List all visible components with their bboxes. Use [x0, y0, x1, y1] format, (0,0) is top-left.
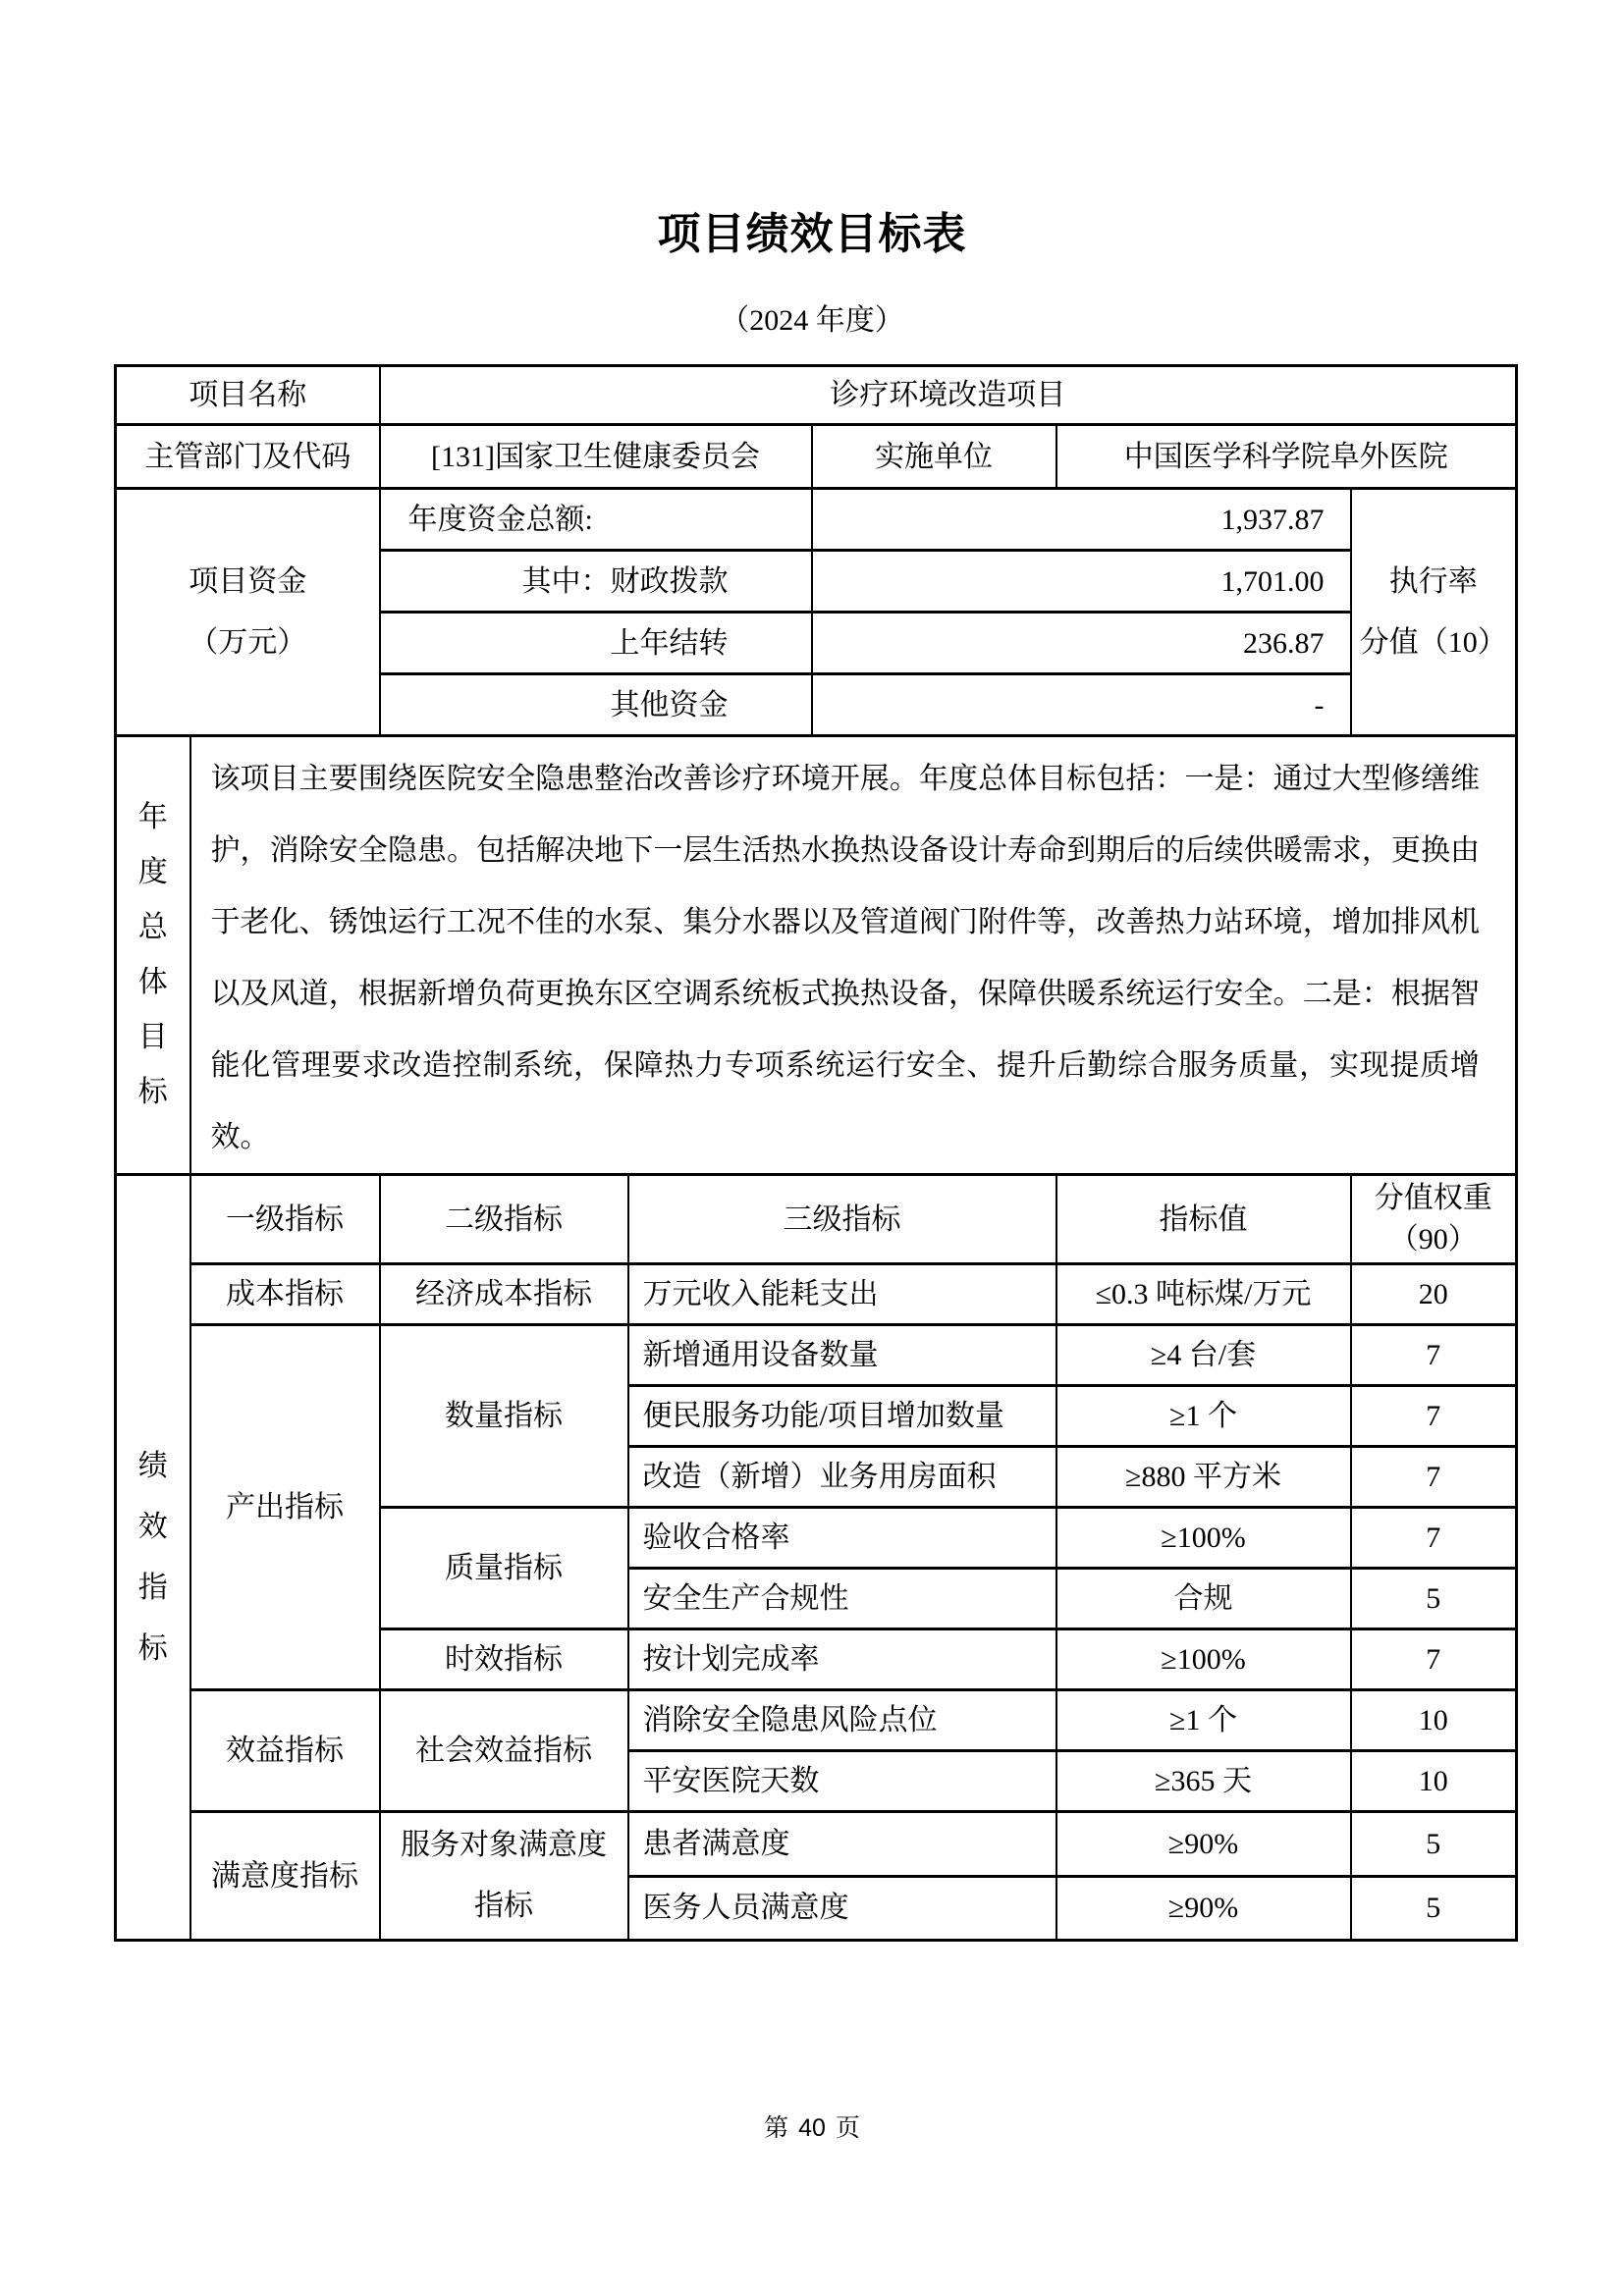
row-fund-total	[116, 489, 1517, 551]
level1-cell: 成本指标	[190, 1264, 380, 1325]
weight-cell: 5	[1351, 1569, 1517, 1629]
fund-other-value: -	[812, 674, 1351, 736]
weight-cell: 10	[1351, 1690, 1517, 1751]
annual-goal-vertical-label: 年 度 总 体 目 标	[116, 736, 190, 1175]
project-name-value: 诊疗环境改造项目	[380, 366, 1517, 425]
level3-cell: 按计划完成率	[628, 1629, 1056, 1690]
fund-fiscal-label: 其中：财政拨款	[380, 551, 812, 613]
fund-section-label	[116, 489, 380, 736]
level3-cell: 万元收入能耗支出	[628, 1264, 1056, 1325]
row-department	[116, 425, 1517, 489]
indicator-value-cell: ≥90%	[1056, 1876, 1351, 1941]
header-value: 指标值	[1056, 1175, 1351, 1264]
footer-page-number: 40	[798, 2114, 826, 2142]
fund-other-label: 其他资金	[380, 674, 812, 736]
weight-cell: 5	[1351, 1876, 1517, 1941]
footer-suffix: 页	[835, 2115, 860, 2142]
fund-total-value: 1,937.87	[812, 489, 1351, 551]
level3-cell: 验收合格率	[628, 1508, 1056, 1569]
indicator-value-cell: ≥365 天	[1056, 1751, 1351, 1812]
project-name-label: 项目名称	[116, 366, 380, 425]
level2-cell: 质量指标	[380, 1508, 628, 1629]
level3-cell: 医务人员满意度	[628, 1876, 1056, 1941]
weight-cell: 7	[1351, 1386, 1517, 1447]
level2-cell: 服务对象满意度指标	[380, 1812, 628, 1941]
weight-cell: 10	[1351, 1751, 1517, 1812]
dept-code-label: 主管部门及代码	[116, 425, 380, 489]
indicator-value-cell: 合规	[1056, 1569, 1351, 1629]
header-level3: 三级指标	[628, 1175, 1056, 1264]
indicator-value-cell: ≥880 平方米	[1056, 1447, 1351, 1508]
indicator-value-cell: ≥90%	[1056, 1812, 1351, 1877]
fund-carryover-label: 上年结转	[380, 613, 812, 674]
execution-rate-line2: 分值（10）	[1359, 625, 1507, 659]
indicator-value-cell: ≥100%	[1056, 1508, 1351, 1569]
performance-target-table	[114, 364, 1518, 1942]
level1-cell: 满意度指标	[190, 1812, 380, 1941]
weight-cell: 7	[1351, 1325, 1517, 1386]
dept-code-value: [131]国家卫生健康委员会	[380, 425, 812, 489]
execution-rate-line1: 执行率	[1388, 564, 1478, 598]
fund-total-label: 年度资金总额:	[380, 489, 812, 551]
fund-carryover-value: 236.87	[812, 613, 1351, 674]
indicator-value-cell: ≤0.3 吨标煤/万元	[1056, 1264, 1351, 1325]
indicator-value-cell: ≥100%	[1056, 1629, 1351, 1690]
weight-cell: 7	[1351, 1508, 1517, 1569]
fund-fiscal-value: 1,701.00	[812, 551, 1351, 613]
execution-rate-cell	[1351, 489, 1517, 736]
level3-cell: 平安医院天数	[628, 1751, 1056, 1812]
level2-cell: 数量指标	[380, 1325, 628, 1508]
footer-prefix: 第	[764, 2115, 789, 2142]
weight-cell: 7	[1351, 1629, 1517, 1690]
level2-cell: 经济成本指标	[380, 1264, 628, 1325]
level3-cell: 便民服务功能/项目增加数量	[628, 1386, 1056, 1447]
fund-section-label-line1: 项目资金	[189, 564, 307, 598]
annual-goal-text: 该项目主要围绕医院安全隐患整治改善诊疗环境开展。年度总体目标包括：一是：通过大型修缮维护，消除安全隐患。包括解决地下一层生活热水换热设备设计寿命到期后的后续供暖需求，更换由于老化、锈蚀运行工况不佳的水泵、集分水器以及管道阀门附件等，改善热力站环境，增加排风机以及风道，根据新增负荷更换东区空调系统板式换热设备，保障供暖系统运行安全。二是：根据智能化管理要求改造控制系统，保障热力专项系统运行安全、提升后勤综合服务质量，实现提质增效。	[190, 736, 1517, 1175]
header-level2: 二级指标	[380, 1175, 628, 1264]
weight-cell: 5	[1351, 1812, 1517, 1877]
page-subtitle: （2024 年度）	[720, 304, 904, 337]
level1-cell: 效益指标	[190, 1690, 380, 1812]
impl-unit-value: 中国医学科学院阜外医院	[1056, 425, 1517, 489]
indicator-row	[116, 1812, 1517, 1877]
level3-cell: 患者满意度	[628, 1812, 1056, 1877]
level3-cell: 改造（新增）业务用房面积	[628, 1447, 1056, 1508]
level1-cell: 产出指标	[190, 1325, 380, 1690]
indicator-value-cell: ≥4 台/套	[1056, 1325, 1351, 1386]
level3-cell: 安全生产合规性	[628, 1569, 1056, 1629]
page-title: 项目绩效目标表	[657, 210, 967, 258]
indicator-row	[116, 1690, 1517, 1751]
header-level1: 一级指标	[190, 1175, 380, 1264]
row-project-name	[116, 366, 1517, 425]
impl-unit-label: 实施单位	[812, 425, 1056, 489]
header-weight: 分值权重 （90）	[1351, 1175, 1517, 1264]
level2-cell: 社会效益指标	[380, 1690, 628, 1812]
level2-cell: 时效指标	[380, 1629, 628, 1690]
indicator-vertical-label: 绩 效 指 标	[116, 1175, 190, 1941]
page-footer	[0, 2109, 1624, 2144]
indicator-row	[116, 1264, 1517, 1325]
indicator-value-cell: ≥1 个	[1056, 1690, 1351, 1751]
level3-cell: 消除安全隐患风险点位	[628, 1690, 1056, 1751]
weight-cell: 7	[1351, 1447, 1517, 1508]
indicator-row	[116, 1325, 1517, 1386]
weight-cell: 20	[1351, 1264, 1517, 1325]
row-annual-goal	[116, 736, 1517, 1175]
level3-cell: 新增通用设备数量	[628, 1325, 1056, 1386]
indicator-value-cell: ≥1 个	[1056, 1386, 1351, 1447]
fund-section-label-line2: （万元）	[189, 625, 307, 659]
row-indicator-header	[116, 1175, 1517, 1264]
